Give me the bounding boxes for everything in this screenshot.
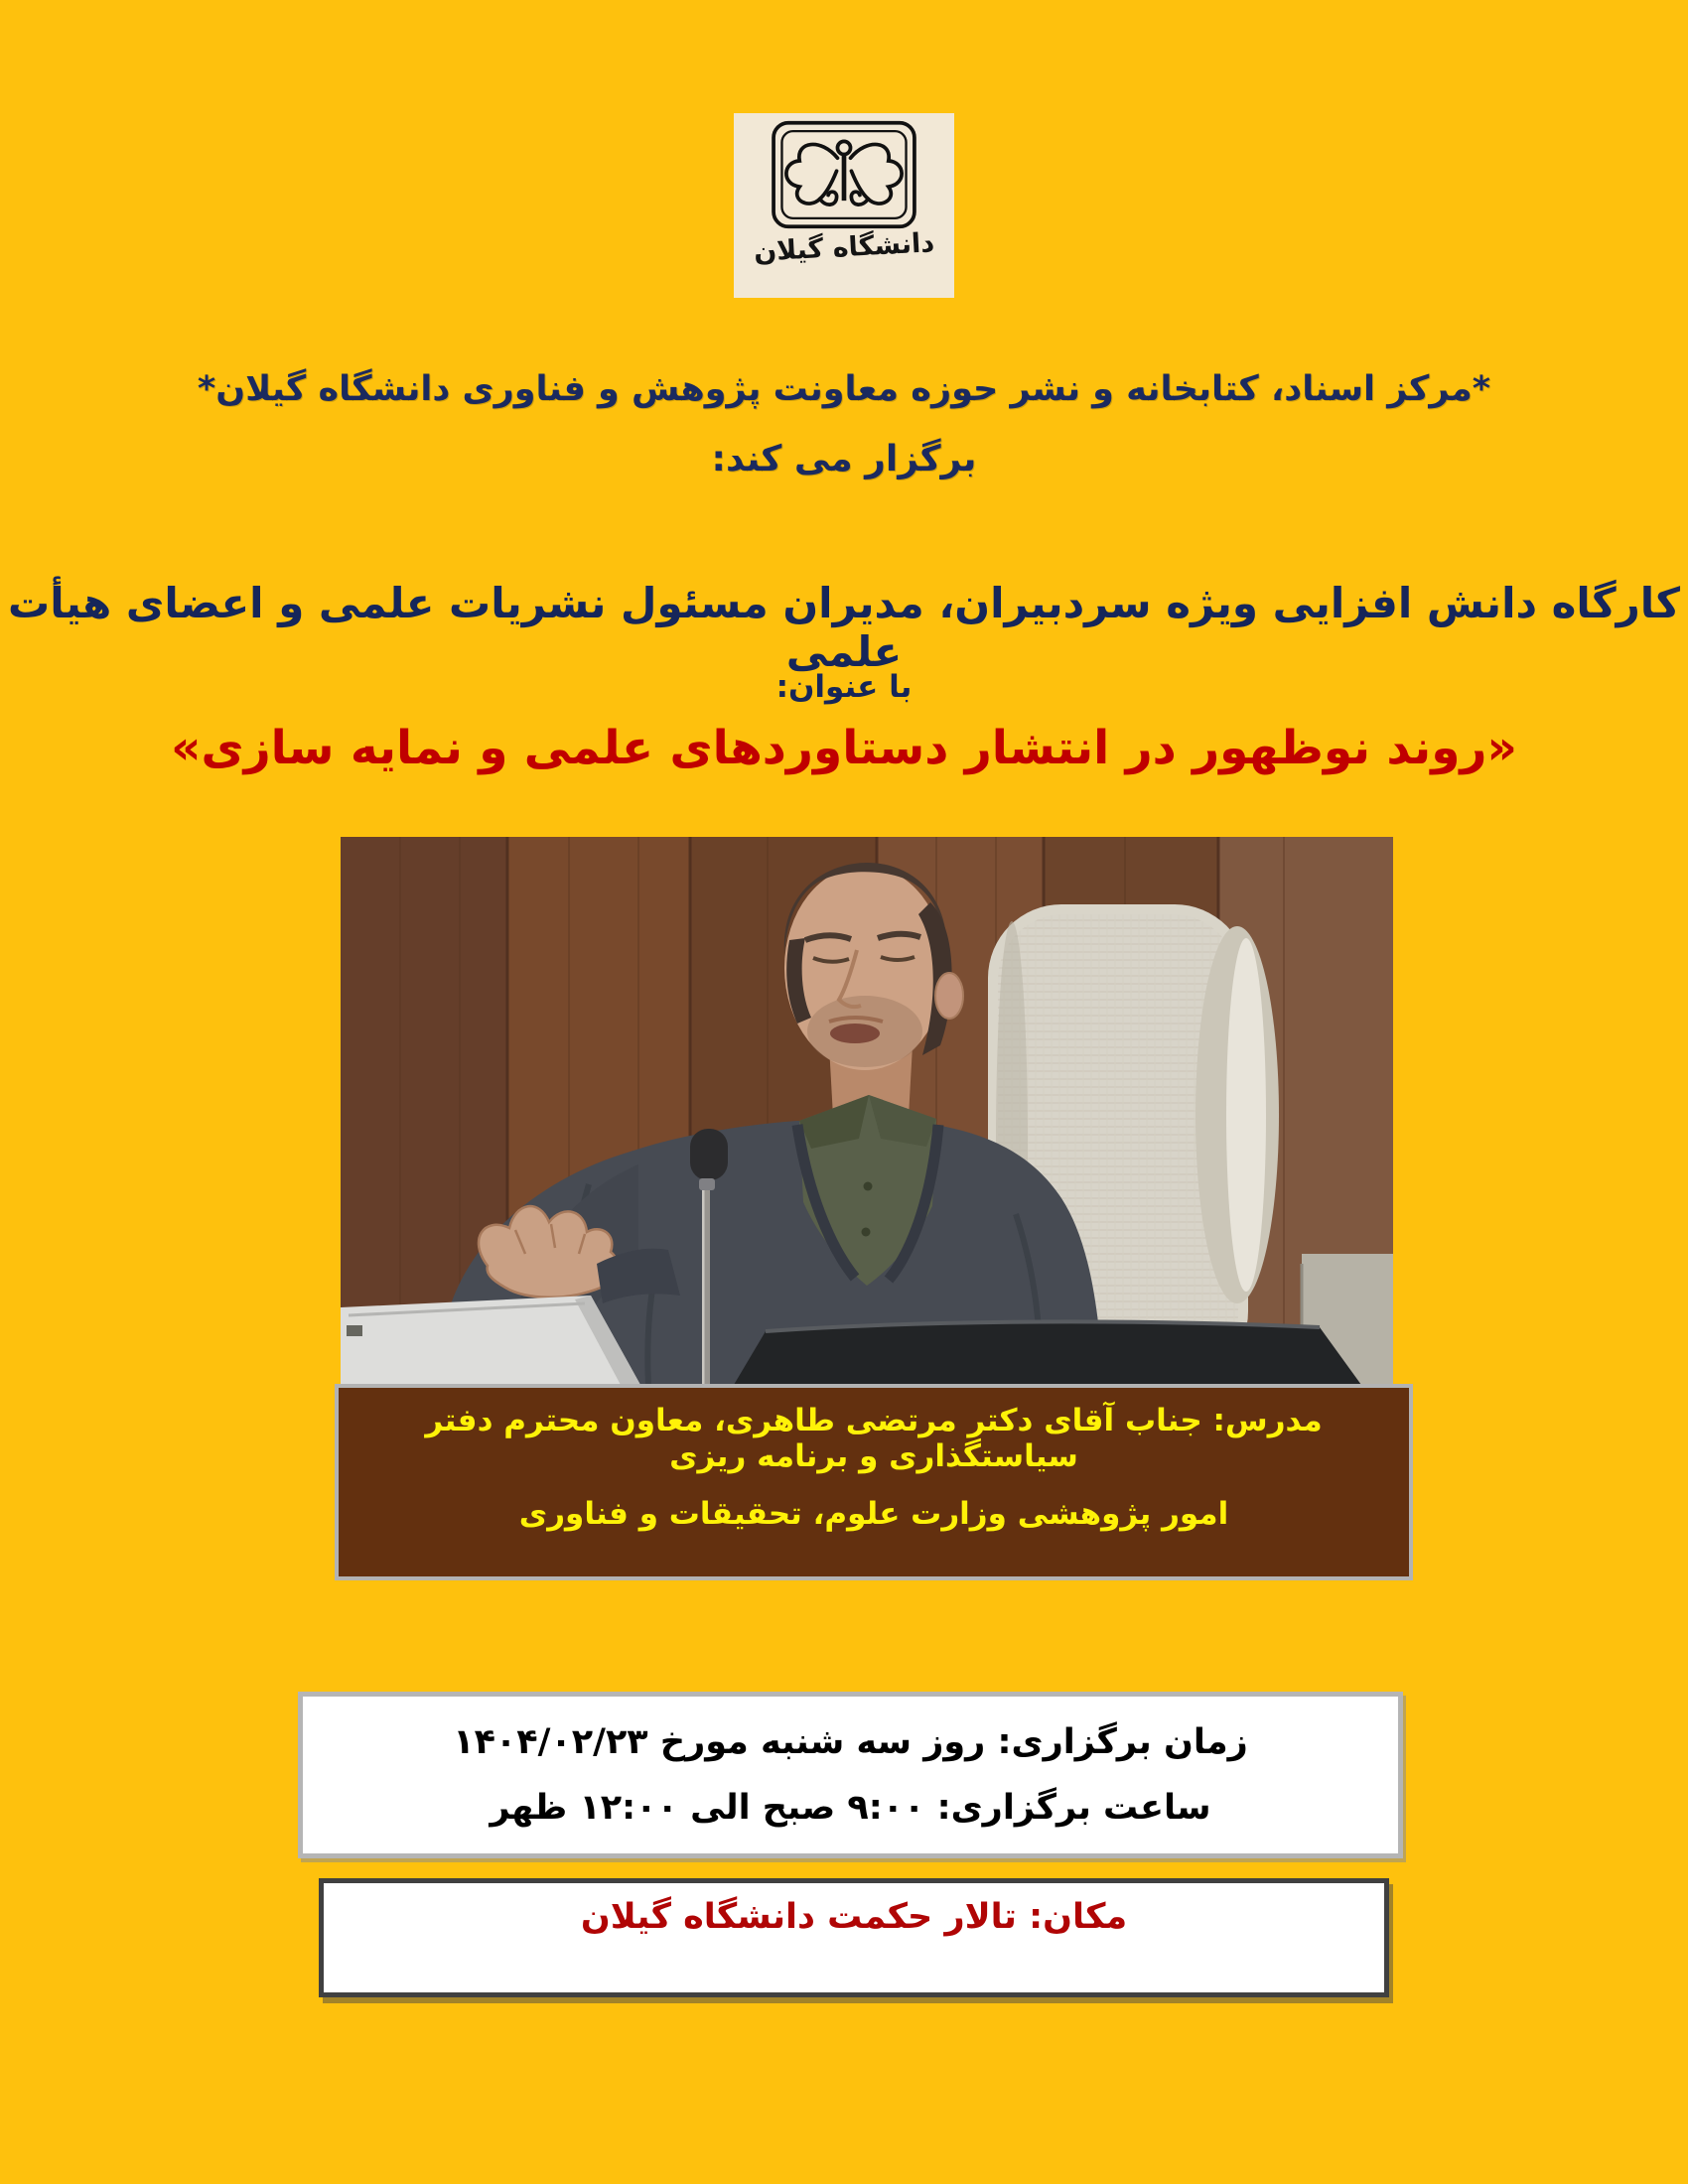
instructor-info-box [335, 1384, 1413, 1580]
workshop-main-title: «روند نوظهور در انتشار دستاوردهای علمی و نمایه سازی» [171, 721, 1517, 775]
schedule-time-line: ساعت برگزاری: ۹:۰۰ صبح الی ۱۲:۰۰ ظهر [490, 1788, 1211, 1828]
location-box [319, 1878, 1389, 1997]
university-logo-caption: دانشگاه گیلان [753, 227, 935, 268]
instructor-line-2: امور پژوهشی وزارت علوم، تحقیقات و فناوری [518, 1496, 1229, 1532]
instructor-line-1: مدرس: جناب آقای دکتر مرتضی طاهری، معاون محترم دفتر سیاستگذاری و برنامه ریزی [425, 1403, 1323, 1474]
workshop-audience-line: کارگاه دانش افزایی ویژه سردبیران، مدیران مسئول نشریات علمی و اعضای هیأت علمی [7, 579, 1681, 676]
with-title-label: با عنوان: [775, 669, 913, 705]
speaker-photo-illustration [341, 837, 1393, 1385]
organizes-line: برگزار می کند: [711, 439, 977, 479]
schedule-box [298, 1692, 1403, 1858]
schedule-date-line: زمان برگزاری: روز سه شنبه مورخ ۱۴۰۴/۰۲/۲۳ [453, 1722, 1248, 1762]
organizer-line: *مرکز اسناد، کتابخانه و نشر حوزه معاونت پژوهش و فناوری دانشگاه گیلان* [197, 369, 1491, 409]
location-text: مکان: تالار حکمت دانشگاه گیلان [580, 1897, 1128, 1937]
speaker-photo [341, 837, 1393, 1385]
university-emblem-icon [770, 119, 918, 230]
university-logo [734, 113, 954, 298]
